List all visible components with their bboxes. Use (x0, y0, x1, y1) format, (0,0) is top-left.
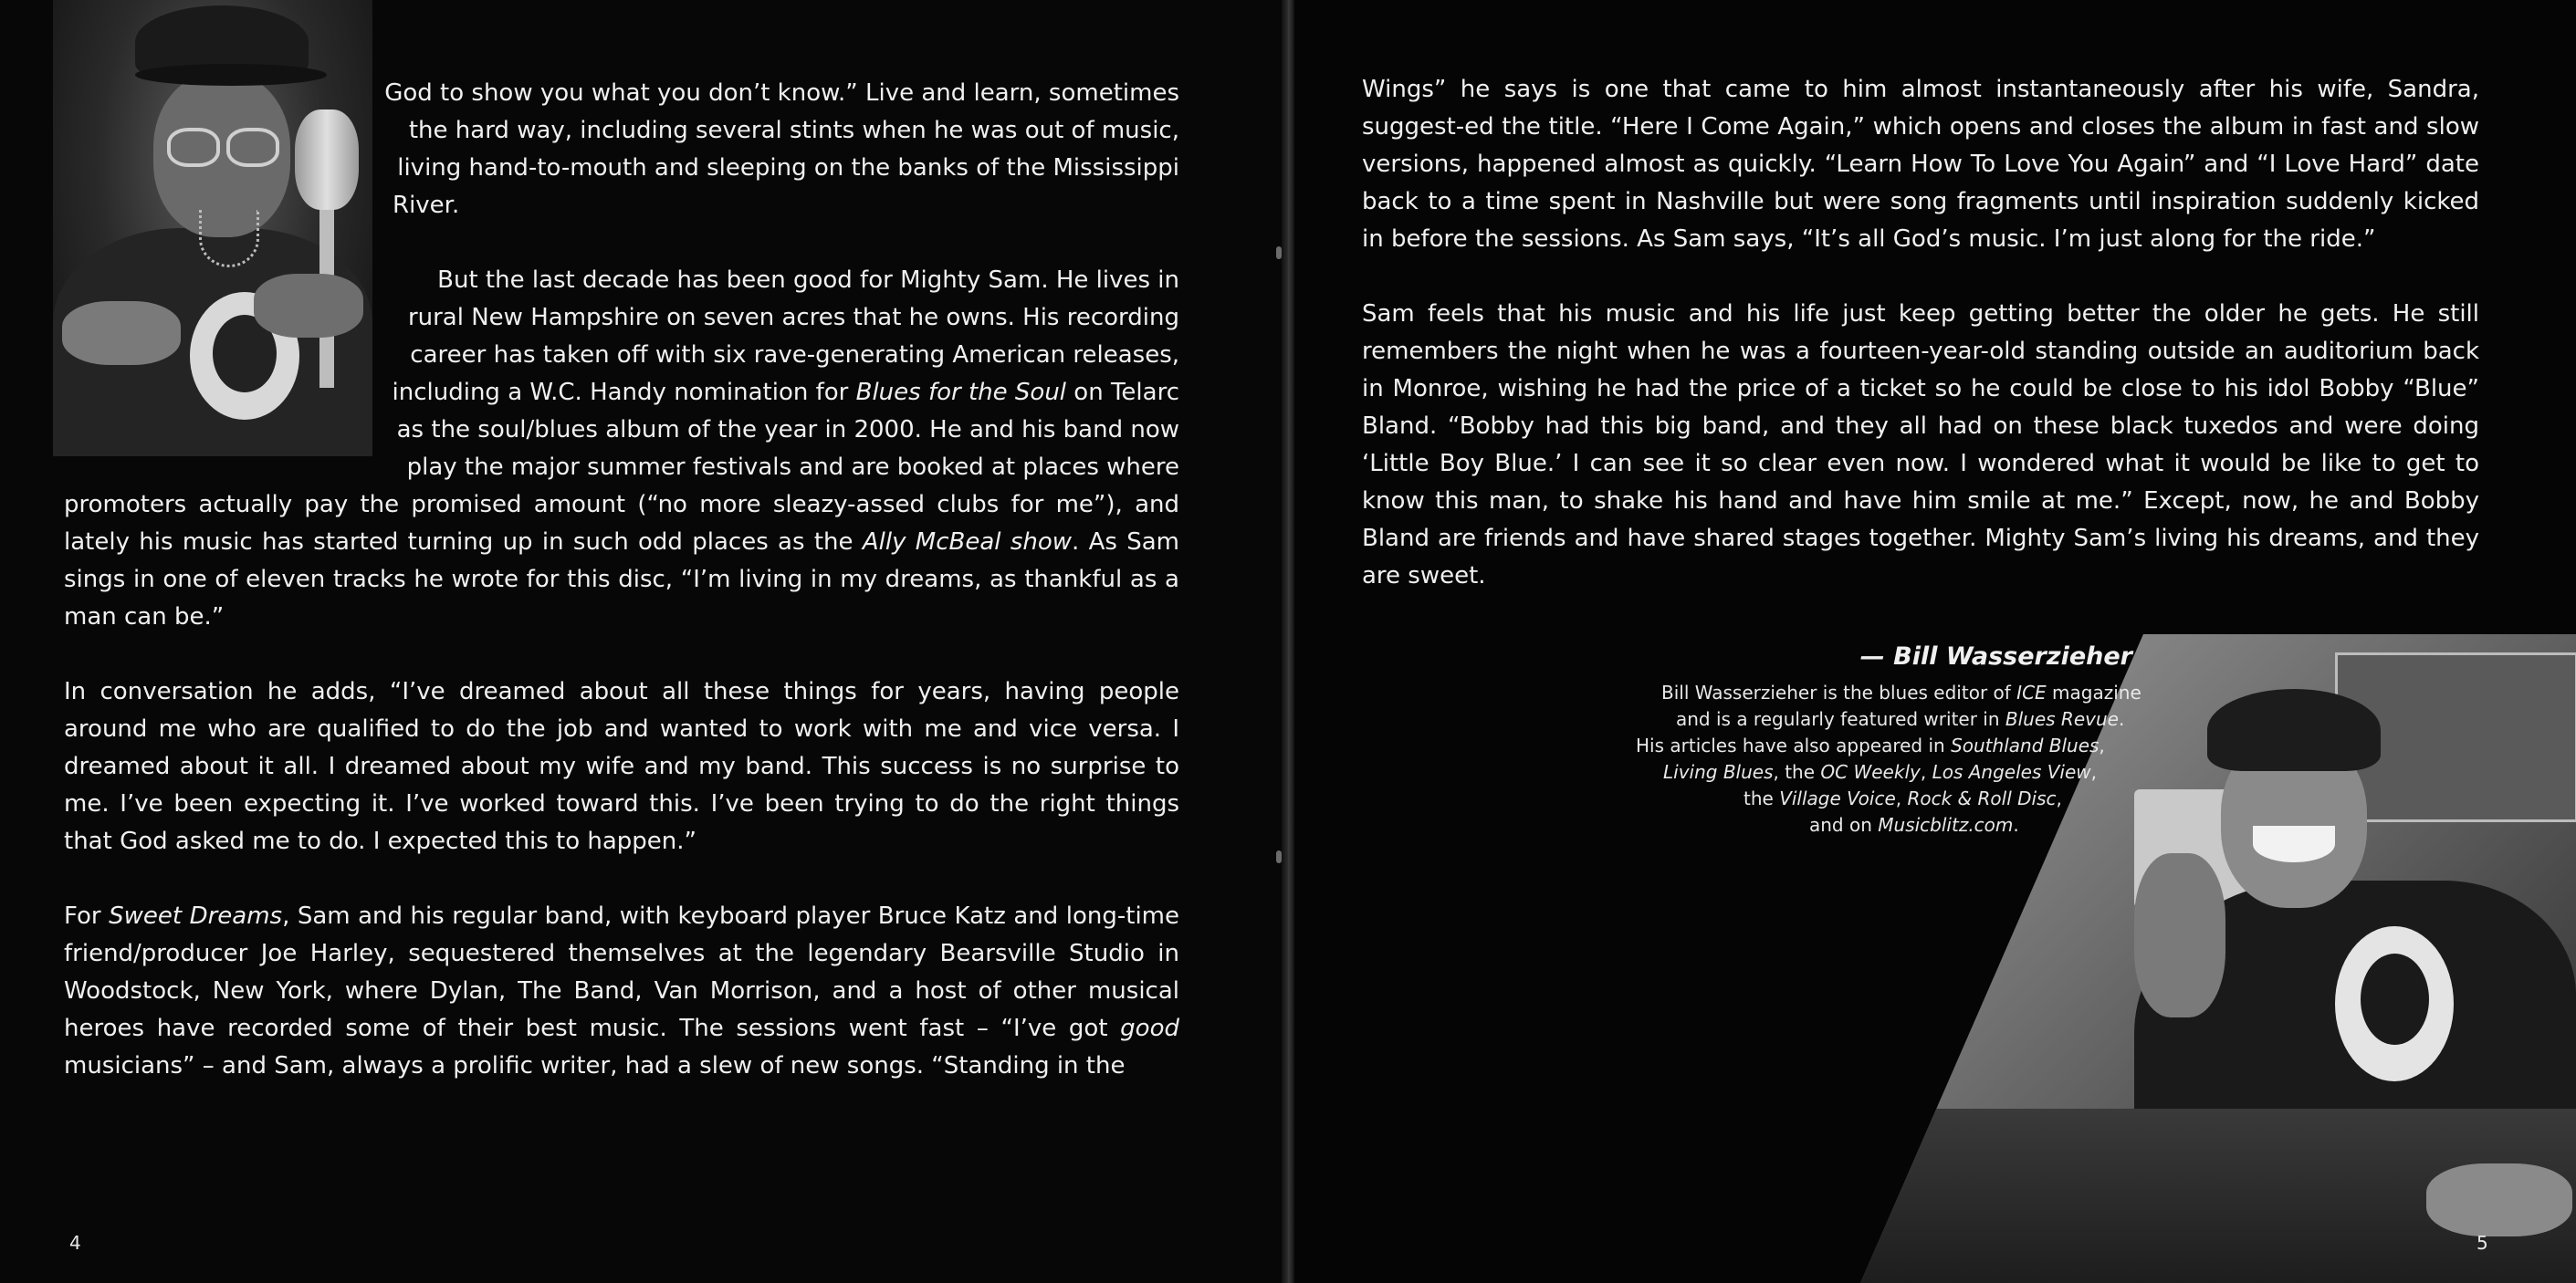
photo-smile (2253, 826, 2335, 862)
text-fragment: , (2099, 735, 2105, 756)
text-fragment: . As Sam sings in one of eleven tracks he wrote for this disc, “I’m living in my dreams, as thankful as a man can be.” (64, 528, 1180, 631)
text-line (358, 374, 1179, 412)
text-fragment: , Sam and his regular band, with keyboard player Bruce Katz and long-time friend/producer Joe Harley, sequestered themselves at the legendary Bearsville Studio in Woodstock, New York, where Dylan, The Band, Van Morrison, and a host of other musical heroes have recorded some of their best music. The sessions went fast – “I’ve got (64, 902, 1180, 1042)
text-line: River. (393, 192, 460, 219)
text-fragment: , (2056, 788, 2062, 809)
text-fragment: . (2118, 708, 2125, 730)
photo-hand-right (254, 274, 363, 338)
left-wrap-text (358, 75, 1179, 486)
page-number-right: 5 (2477, 1232, 2488, 1254)
text-line: But the last decade has been good for Mighty Sam. He lives in (437, 266, 1179, 294)
photo-shirt-logo-portrait (2361, 954, 2429, 1045)
text-fragment: promoters actually pay the promised amount (“no more sleazy-assed clubs for me”), and lately his music has started turning up in such odd places as the (64, 491, 1179, 556)
album-title-sweet-dreams: Sweet Dreams (109, 902, 283, 930)
paragraph-promoters (64, 486, 1179, 636)
text-line: God to show you what you don’t know.” Live and learn, sometimes (384, 79, 1179, 107)
text-fragment: His articles have also appeared in (1636, 735, 1952, 756)
left-body-text (64, 486, 1179, 1085)
photo-raised-arm (2134, 853, 2225, 1017)
text-fragment: the (1744, 788, 1780, 809)
left-page (0, 0, 1282, 1283)
text-fragment: including a W.C. Handy nomination for (392, 379, 856, 406)
photo-glasses-left (167, 128, 220, 167)
paragraph-sam-feels: Sam feels that his music and his life just keep getting better the older he gets. He still remembers the night when he was a fourteen-year-old standing outside an auditorium back in Monroe, wishing he had the price of a ticket so he could be close to his idol Bobby “Blue” Bland. “Bobby had this big band, and they all had on these black tuxedos and were doing ‘Little Boy Blue.’ I can see it so clear even now. I wondered what it would be like to get to know this man, to shake his hand and have him smile at me.” Except, now, he and Bobby Bland are friends and have shared stages together. Mighty Sam’s living his dreams, and they are sweet. (1362, 300, 2479, 589)
publication-southland-blues: Southland Blues (1951, 735, 2100, 756)
text-fragment: magazine (2046, 682, 2141, 704)
text-fragment: on Telarc (1066, 379, 1179, 406)
text-fragment: , the (1773, 761, 1821, 783)
publication-living-blues: Living Blues (1663, 761, 1774, 783)
bio-line (1570, 733, 2118, 759)
photo-necklace (199, 210, 259, 267)
book-gutter (1282, 0, 1294, 1283)
emphasis-good: good (1120, 1015, 1179, 1042)
text-fragment: and is a regularly featured writer in (1676, 708, 2005, 730)
gutter-binding-mark (1276, 246, 1282, 259)
bio-line (1570, 706, 2125, 733)
bio-line (1570, 786, 2118, 812)
author-bio (1570, 680, 2141, 839)
photo-cap (2207, 689, 2381, 771)
text-line: rural New Hampshire on seven acres that he owns. His recording (407, 304, 1179, 331)
publication-ice: ICE (2016, 682, 2047, 704)
publication-musicblitz: Musicblitz.com (1878, 814, 2014, 836)
text-fragment: and on (1809, 814, 1879, 836)
album-title-blues-for-the-soul: Blues for the Soul (855, 379, 1067, 406)
paragraph-sweet-dreams (64, 898, 1179, 1085)
show-title-ally-mcbeal: Ally McBeal show (862, 528, 1073, 556)
right-body-text (1362, 71, 2479, 595)
text-fragment: For (64, 902, 110, 930)
publication-blues-revue: Blues Revue (2005, 708, 2119, 730)
text-fragment: Bill Wasserzieher is the blues editor of (1661, 682, 2017, 704)
bio-line (1570, 759, 2118, 786)
text-fragment: , (1895, 788, 1908, 809)
photo-cap-brim (135, 64, 327, 86)
text-line (358, 224, 1179, 262)
text-fragment: , (1920, 761, 1932, 783)
paragraph-wings: Wings” he says is one that came to him almost instantaneously after his wife, Sandra, suggest-ed the title. “Here I Come Again,” which opens and closes the album in fast and slow versions, happened almost as quickly. “Learn How To Love You Again” and “I Love Hard” date back to a time spent in Nashville but were song fragments until inspiration suddenly kicked in before the sessions. As Sam says, “It’s all God’s music. I’m just along for the ride.” (1362, 76, 2479, 253)
text-line: living hand-to-mouth and sleeping on the banks of the Mississippi (397, 154, 1179, 182)
author-byline: — Bill Wasserzieher (1859, 642, 2132, 671)
text-fragment: , (2090, 761, 2097, 783)
page-number-left: 4 (69, 1232, 81, 1254)
bio-line (1570, 680, 2141, 706)
paragraph-conversation: In conversation he adds, “I’ve dreamed about all these things for years, having people around me who are qualified to do the job and wanted to work with me and vice versa. I dreamed about it all. I dreamed about my wife and my band. This success is no surprise to me. I’ve been expecting it. I’ve worked toward this. I’ve been trying to do the right things that God asked me to do. I expected this to happen.” (64, 678, 1179, 855)
publication-oc-weekly: OC Weekly (1820, 761, 1921, 783)
text-line: the hard way, including several stints when he was out of music, (408, 117, 1179, 144)
publication-village-voice: Village Voice (1779, 788, 1896, 809)
photo-hand-on-console (2426, 1163, 2572, 1236)
text-line: play the major summer festivals and are booked at places where (406, 454, 1179, 481)
bio-line (1570, 812, 2118, 839)
photo-microphone (295, 110, 359, 210)
text-fragment: . (2013, 814, 2019, 836)
publication-rock-and-roll-disc: Rock & Roll Disc (1907, 788, 2057, 809)
photo-glasses-right (226, 128, 279, 167)
photo-hand-left (62, 301, 181, 365)
photo-singer-at-microphone (53, 0, 372, 456)
gutter-binding-mark (1276, 850, 1282, 863)
text-fragment: musicians” – and Sam, always a prolific writer, had a slew of new songs. “Standing in the (64, 1052, 1126, 1080)
publication-los-angeles-view: Los Angeles View (1932, 761, 2091, 783)
text-line: as the soul/blues album of the year in 2000. He and his band now (396, 416, 1179, 443)
text-line: career has taken off with six rave-generating American releases, (410, 341, 1179, 369)
